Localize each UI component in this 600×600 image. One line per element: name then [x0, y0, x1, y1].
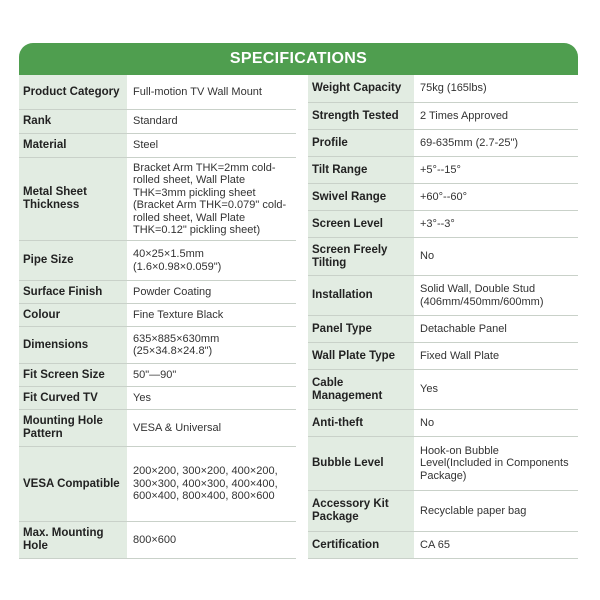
spec-value: No	[420, 416, 435, 429]
spec-row-pipe-size	[19, 241, 296, 281]
spec-value: Fixed Wall Plate	[420, 349, 500, 362]
spec-row-surface-finish	[19, 281, 296, 304]
spec-value: 200×200, 300×200, 400×200, 300×300, 400×300, 400×400, 600×400, 800×400, 800×600	[133, 465, 278, 503]
spec-row-tilt-range	[308, 157, 578, 184]
spec-label: Cable Management	[308, 370, 414, 409]
spec-label: Installation	[308, 276, 414, 315]
spec-label: Mounting Hole Pattern	[19, 410, 127, 446]
spec-row-rank	[19, 110, 296, 134]
spec-label: Product Category	[19, 75, 127, 109]
spec-row-metal-sheet-thickness	[19, 158, 296, 241]
spec-label: Fit Curved TV	[19, 387, 127, 409]
spec-label: Dimensions	[19, 327, 127, 363]
spec-row-material	[19, 134, 296, 158]
spec-value: Bracket Arm THK=2mm cold-rolled sheet, Wall Plate THK=3mm pickling sheet (Bracket Arm THK=0.079" cold-rolled sheet, Wall Plate THK=0.12" pickling sheet)	[133, 161, 287, 236]
spec-label: VESA Compatible	[19, 447, 127, 521]
spec-value: Powder Coating	[133, 285, 212, 298]
spec-column-right	[308, 75, 578, 559]
spec-column-left	[19, 75, 296, 559]
spec-row-colour	[19, 304, 296, 327]
spec-value: Hook-on Bubble Level(Included in Components Package)	[420, 444, 569, 482]
spec-value: Recyclable paper bag	[420, 504, 527, 517]
specifications-title: SPECIFICATIONS	[19, 43, 578, 75]
spec-label: Certification	[308, 532, 414, 558]
spec-label: Bubble Level	[308, 437, 414, 490]
spec-row-max-mounting-hole	[19, 522, 296, 559]
spec-label: Fit Screen Size	[19, 364, 127, 386]
spec-row-fit-screen-size	[19, 364, 296, 387]
spec-row-swivel-range	[308, 184, 578, 211]
spec-value: Standard	[133, 115, 178, 128]
spec-row-panel-type	[308, 316, 578, 343]
spec-label: Screen Freely Tilting	[308, 238, 414, 275]
spec-value: 2 Times Approved	[420, 109, 509, 122]
spec-label: Pipe Size	[19, 241, 127, 280]
spec-row-profile	[308, 130, 578, 157]
spec-value: 800×600	[133, 533, 177, 546]
spec-value: Full-motion TV Wall Mount	[133, 85, 262, 98]
spec-value: Fine Texture Black	[133, 308, 224, 321]
spec-label: Rank	[19, 110, 127, 133]
spec-label: Max. Mounting Hole	[19, 522, 127, 558]
spec-value: 69-635mm (2.7-25")	[420, 136, 519, 149]
spec-row-wall-plate-type	[308, 343, 578, 370]
spec-label: Colour	[19, 304, 127, 326]
spec-label: Anti-theft	[308, 410, 414, 436]
spec-row-bubble-level	[308, 437, 578, 491]
spec-value: Steel	[133, 139, 159, 152]
spec-label: Metal Sheet Thickness	[19, 158, 127, 240]
spec-value: VESA & Universal	[133, 421, 222, 434]
spec-row-installation	[308, 276, 578, 316]
spec-row-screen-level	[308, 211, 578, 238]
spec-row-fit-curved-tv	[19, 387, 296, 410]
spec-value: 75kg (165lbs)	[420, 82, 487, 95]
spec-value: No	[420, 250, 435, 263]
spec-row-accessory-kit-package	[308, 491, 578, 532]
spec-value: +5°--15°	[420, 163, 461, 176]
spec-row-vesa-compatible	[19, 447, 296, 522]
spec-value: 50"—90"	[133, 368, 177, 381]
spec-row-cable-management	[308, 370, 578, 410]
spec-row-product-category	[19, 75, 296, 110]
spec-value: Yes	[133, 391, 151, 404]
spec-value: +60°--60°	[420, 190, 468, 203]
spec-value: Yes	[420, 383, 438, 396]
spec-label: Strength Tested	[308, 103, 414, 129]
spec-value: 40×25×1.5mm (1.6×0.98×0.059")	[133, 248, 222, 273]
spec-row-dimensions	[19, 327, 296, 364]
spec-label: Material	[19, 134, 127, 157]
specifications-sheet	[19, 43, 578, 559]
spec-label: Screen Level	[308, 211, 414, 237]
spec-value: Solid Wall, Double Stud (406mm/450mm/600mm)	[420, 283, 544, 308]
spec-row-screen-freely-tilting	[308, 238, 578, 276]
spec-value: 635×885×630mm (25×34.8×24.8")	[133, 332, 220, 357]
spec-row-certification	[308, 532, 578, 559]
spec-row-anti-theft	[308, 410, 578, 437]
spec-value: +3°--3°	[420, 217, 455, 230]
spec-label: Wall Plate Type	[308, 343, 414, 369]
spec-row-strength-tested	[308, 103, 578, 130]
spec-label: Weight Capacity	[308, 75, 414, 102]
spec-label: Surface Finish	[19, 281, 127, 303]
spec-label: Profile	[308, 130, 414, 156]
spec-row-weight-capacity	[308, 75, 578, 103]
spec-label: Tilt Range	[308, 157, 414, 183]
spec-label: Accessory Kit Package	[308, 491, 414, 531]
spec-value: Detachable Panel	[420, 322, 507, 335]
spec-label: Panel Type	[308, 316, 414, 342]
spec-label: Swivel Range	[308, 184, 414, 210]
spec-row-mounting-hole-pattern	[19, 410, 296, 447]
spec-value: CA 65	[420, 538, 450, 551]
